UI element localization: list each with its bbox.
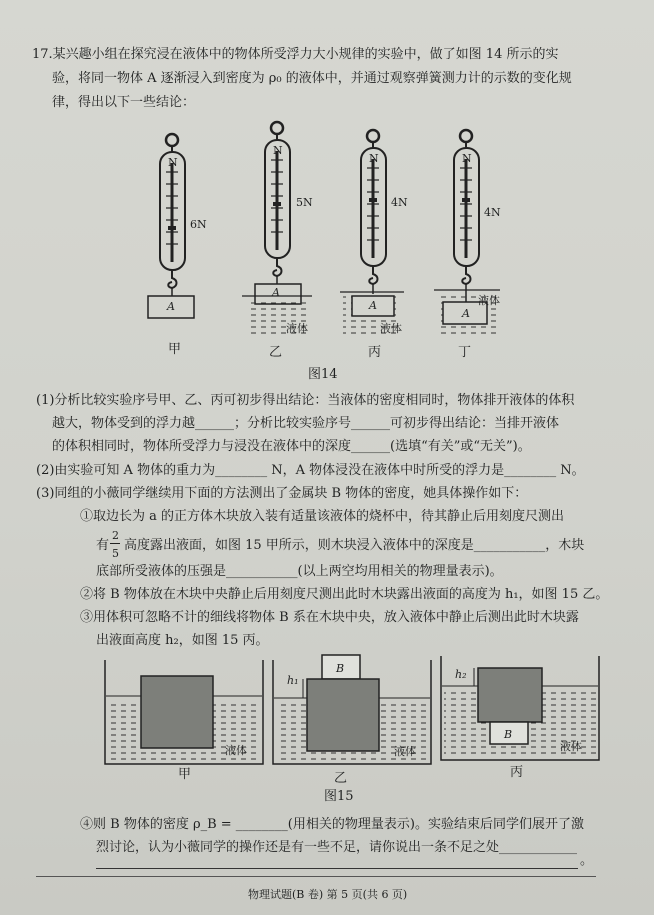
- part1-line2: 越大，物体受到的浮力越______；分析比较实验序号______可初步得出结论：当排开液体: [52, 416, 560, 431]
- height-h1-label: h₁: [287, 674, 299, 687]
- part3-step2: ②将 B 物体放在木块中央静止后用刻度尺测出此时木块露出液面的高度为 h₁，如图 15 乙。: [80, 587, 609, 602]
- answer-line: [96, 868, 578, 869]
- figure15-label-jia: 甲: [178, 767, 192, 782]
- question-intro-line3: 律，得出以下一些结论：: [52, 95, 196, 110]
- part3-step1-pre: 有: [96, 538, 110, 553]
- liquid-label-15-jia: 液体: [225, 744, 247, 757]
- figure-14-caption: 图14: [308, 367, 338, 382]
- block-a-yi: A: [272, 286, 280, 299]
- liquid-label-ding: 液体: [478, 294, 500, 307]
- answer-end-mark: 。: [580, 853, 594, 868]
- height-h2-label: h₂: [455, 668, 467, 681]
- part3-step1-line2: 高度露出液面，如图 15 甲所示，则木块浸入液体中的深度是___________，木块: [124, 538, 585, 553]
- fraction-numerator: 2: [112, 529, 119, 542]
- scale-bing-mark: N: [369, 152, 379, 165]
- fraction-denominator: 5: [112, 547, 119, 560]
- part3-step1-line3: 底部所受液体的压强是___________(以上两空均用相关的物理量表示)。: [96, 564, 503, 579]
- scale-jia-reading: 6N: [190, 218, 207, 231]
- block-a-jia: A: [167, 300, 175, 313]
- figure15-label-yi: 乙: [334, 771, 348, 786]
- part3-line1: (3)同组的小薇同学继续用下面的方法测出了金属块 B 物体的密度，她具体操作如下：: [36, 486, 528, 501]
- scale-label-yi: 乙: [269, 345, 283, 360]
- liquid-label-15-yi: 液体: [394, 745, 416, 758]
- block-b-bing: B: [504, 728, 513, 741]
- question-intro-line2: 验，将同一物体 A 逐渐浸入到密度为 ρ₀ 的液体中，并通过观察弹簧测力计的示数的变化规: [52, 71, 572, 86]
- scale-label-bing: 丙: [368, 345, 382, 360]
- part3-step4-line2: 烈讨论，认为小薇同学的操作还是有一些不足，请你说出一条不足之处____________: [96, 840, 578, 855]
- question-intro-line1: 17.某兴趣小组在探究浸在液体中的物体所受浮力大小规律的实验中，做了如图 14 所示的实: [32, 47, 559, 62]
- block-a-ding: A: [462, 307, 470, 320]
- liquid-label-bing: 液体: [380, 322, 402, 335]
- block-b-yi: B: [336, 662, 345, 675]
- part3-step1-line1: ①取边长为 a 的正方体木块放入装有适量该液体的烧杯中，待其静止后用刻度尺测出: [80, 509, 565, 524]
- figure-15-caption: 图15: [324, 789, 354, 804]
- scale-ding-reading: 4N: [484, 206, 501, 219]
- part3-step3-line1: ③用体积可忽略不计的细线将物体 B 系在木块中央，放入液体中静止后测出此时木块露: [80, 610, 579, 625]
- scale-label-jia: 甲: [168, 342, 182, 357]
- scale-label-ding: 丁: [458, 345, 472, 360]
- liquid-label-yi: 液体: [286, 322, 308, 335]
- scale-jia-mark: N: [168, 156, 178, 169]
- scale-yi-reading: 5N: [296, 196, 313, 209]
- scale-yi-mark: N: [273, 144, 283, 157]
- part1-line1: (1)分析比较实验序号甲、乙、丙可初步得出结论：当液体的密度相同时，物体排开液体的体积: [36, 393, 575, 408]
- part3-step3-line2: 出液面高度 h₂，如图 15 丙。: [96, 633, 269, 648]
- scale-bing-reading: 4N: [391, 196, 408, 209]
- fraction-bar: [110, 543, 120, 544]
- part2-line1: (2)由实验可知 A 物体的重力为________ N，A 物体浸没在液体中时所受的浮力是________ N。: [36, 463, 585, 478]
- block-a-bing: A: [369, 299, 377, 312]
- scale-ding-mark: N: [462, 152, 472, 165]
- figure15-label-bing: 丙: [510, 765, 524, 780]
- part3-step4-line1: ④则 B 物体的密度 ρ_B = ________(用相关的物理量表示)。实验结束后同学们展开了激: [80, 817, 584, 832]
- part1-line3: 的体积相同时，物体所受浮力与浸没在液体中的深度______(选填“有关”或“无关”)。: [52, 439, 531, 454]
- page-footer: 物理试题(B 卷) 第 5 页(共 6 页): [248, 888, 408, 901]
- liquid-label-15-bing: 液体: [560, 740, 582, 753]
- footer-rule: [36, 876, 596, 877]
